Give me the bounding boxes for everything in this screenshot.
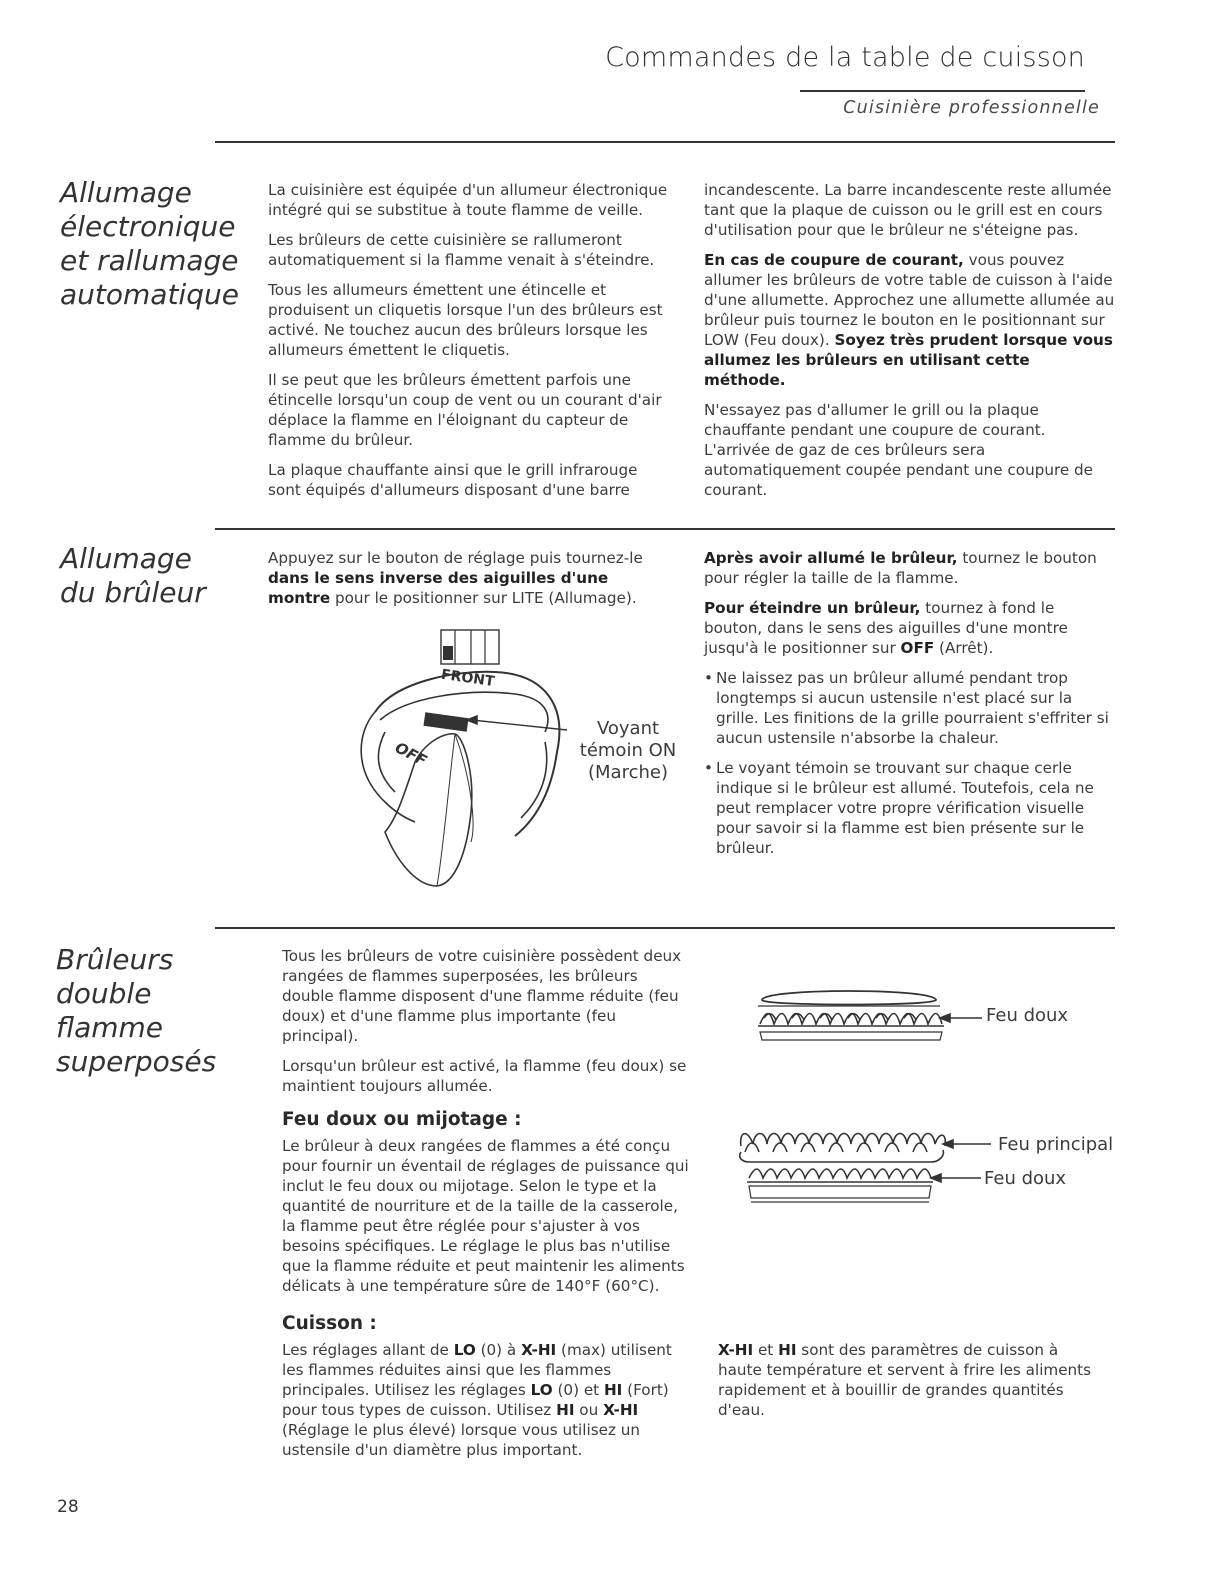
section2-left-text: Appuyez sur le bouton de réglage puis tournez-le dans le sens inverse des aiguilles d'une montre pour le positionner sur LITE (Allumage). xyxy=(268,549,643,607)
section-rule-1 xyxy=(215,528,1115,530)
label-feu-doux-1: Feu doux xyxy=(986,1005,1069,1026)
header-rule-short xyxy=(800,90,1085,92)
section2-right-column: Après avoir allumé le brûleur, tournez le bouton pour régler la taille de la flamme. Pour éteindre un brûleur, tournez à fond le bouton, dans le sens des aiguilles d'une montre jusqu'à le positionner sur OFF (Arrêt). • Ne laissez pas un brûleur allumé pendant trop longtemps si aucun ustensile n'est placé sur la grille. Les finitions de la grille pourraient s'effriter si aucun ustensile n'absorbe la chaleur. • Le voyant témoin se trouvant sur chaque cerle indique si le brûleur est allumé. Toutefois, cela ne peut remplacer votre propre vérification visuelle pour savoir si la flamme est bien présente sur le brûleur. xyxy=(704,548,1116,868)
indicator-light-icon xyxy=(424,713,467,731)
section-title-allumage-electronique: Allumage électronique et rallumage automatique xyxy=(60,176,239,311)
label-feu-principal: Feu principal xyxy=(998,1134,1114,1155)
page-header-subtitle: Cuisinière professionnelle xyxy=(843,98,1100,118)
section3-right-column: X-HI et HI sont des paramètres de cuisson à haute température et servent à frire les aliments rapidement et à bouillir de grandes quantités d'eau. xyxy=(718,1341,1092,1419)
subheading-cuisson: Cuisson : xyxy=(282,1313,377,1334)
subheading-feu-doux: Feu doux ou mijotage : xyxy=(282,1109,522,1130)
page-header-title: Commandes de la table de cuisson xyxy=(605,42,1085,73)
label-feu-doux-2: Feu doux xyxy=(984,1168,1067,1189)
knob-off-label: OFF xyxy=(391,738,430,770)
bullet-item: • Le voyant témoin se trouvant sur chaque cerle indique si le brûleur est allumé. Toutefois, cela ne peut remplacer votre propre vérification visuelle pour savoir si la flamme est bien présente sur le brûleur. xyxy=(704,758,1116,858)
section1-right-column: incandescente. La barre incandescente reste allumée tant que la plaque de cuisson ou le grill est en cours d'utilisation pour que le brûleur ne s'éteigne pas. En cas de coupure de courant, vous pouvez allumer les brûleurs de votre table de cuisson à l'aide d'une allumette. Approchez une allumette allumée au brûleur puis tournez le bouton en le positionnant sur LOW (Feu doux). Soyez très prudent lorsque vous allumez les brûleurs en utilisant cette méthode. N'essayez pas d'allumer le grill ou la plaque chauffante pendant une coupure de courant. L'arrivée de gaz de ces brûleurs sera automatiquement coupée pendant une coupure de courant. xyxy=(704,181,1115,499)
burner-low-flame-illustration xyxy=(750,980,990,1050)
header-rule-long xyxy=(215,141,1115,143)
section1-left-column: La cuisinière est équipée d'un allumeur électronique intégré qui se substitue à toute flamme de veille. Les brûleurs de cette cuisinière se rallumeront automatiquement si la flamme venait à s'éteindre. Tous les allumeurs émettent une étincelle et produisent un cliquetis lorsque l'un des brûleurs est activé. Ne touchez aucun des brûleurs lorsque les allumeurs émettent le cliquetis. Il se peut que les brûleurs émettent parfois une étincelle lorsqu'un coup de vent ou un courant d'air déplace la flamme en l'éloignant du capteur de flamme du brûleur. La plaque chauffante ainsi que le grill infrarouge sont équipés d'allumeurs disposant d'une barre xyxy=(268,181,668,499)
page-number: 28 xyxy=(57,1497,79,1517)
low-flame-icon xyxy=(749,1169,931,1178)
voyant-label: Voyant témoin ON (Marche) xyxy=(579,718,677,783)
burner-dual-flame-illustration xyxy=(735,1122,1000,1217)
knob-front-label: FRONT xyxy=(440,666,496,691)
bullet-item: • Ne laissez pas un brûleur allumé pendant trop longtemps si aucun ustensile n'est placé sur la grille. Les finitions de la grille pourraient s'effriter si aucun ustensile n'absorbe la chaleur. xyxy=(704,668,1116,748)
main-flame-icon xyxy=(741,1134,946,1147)
section-title-bruleurs-double-flamme: Brûleurs double flamme superposés xyxy=(56,943,217,1078)
section-rule-2 xyxy=(215,927,1115,929)
section3-left-column: Tous les brûleurs de votre cuisinière possèdent deux rangées de flammes superposées, les brûleurs double flamme disposent d'une flamme réduite (feu doux) et d'une flamme plus importante (feu principal). Lorsqu'un brûleur est activé, la flamme (feu doux) se maintient toujours allumée. Feu doux ou mijotage : Le brûleur à deux rangées de flammes a été conçu pour fournir un éventail de réglages de puissance qui inclut le feu doux ou mijotage. Selon le type et la quantité de nourriture et de la taille de la casserole, la flamme peut être réglée pour s'ajuster à vos besoins spécifiques. Le réglage le plus bas n'utilise que la flamme réduite et peut maintenir les aliments délicats à une température sûre de 140°F (60°C). Cuisson : Les réglages allant de LO (0) à X-HI (max) utilisent les flammes réduites ainsi que les flammes principales. Utilisez les réglages LO (0) et HI (Fort) pour tous types de cuisson. Utilisez HI ou X-HI (Réglage le plus élevé) lorsque vous utilisez un ustensile d'un diamètre plus important. xyxy=(282,946,692,1470)
section-title-allumage-bruleur: Allumage du brûleur xyxy=(60,542,206,609)
